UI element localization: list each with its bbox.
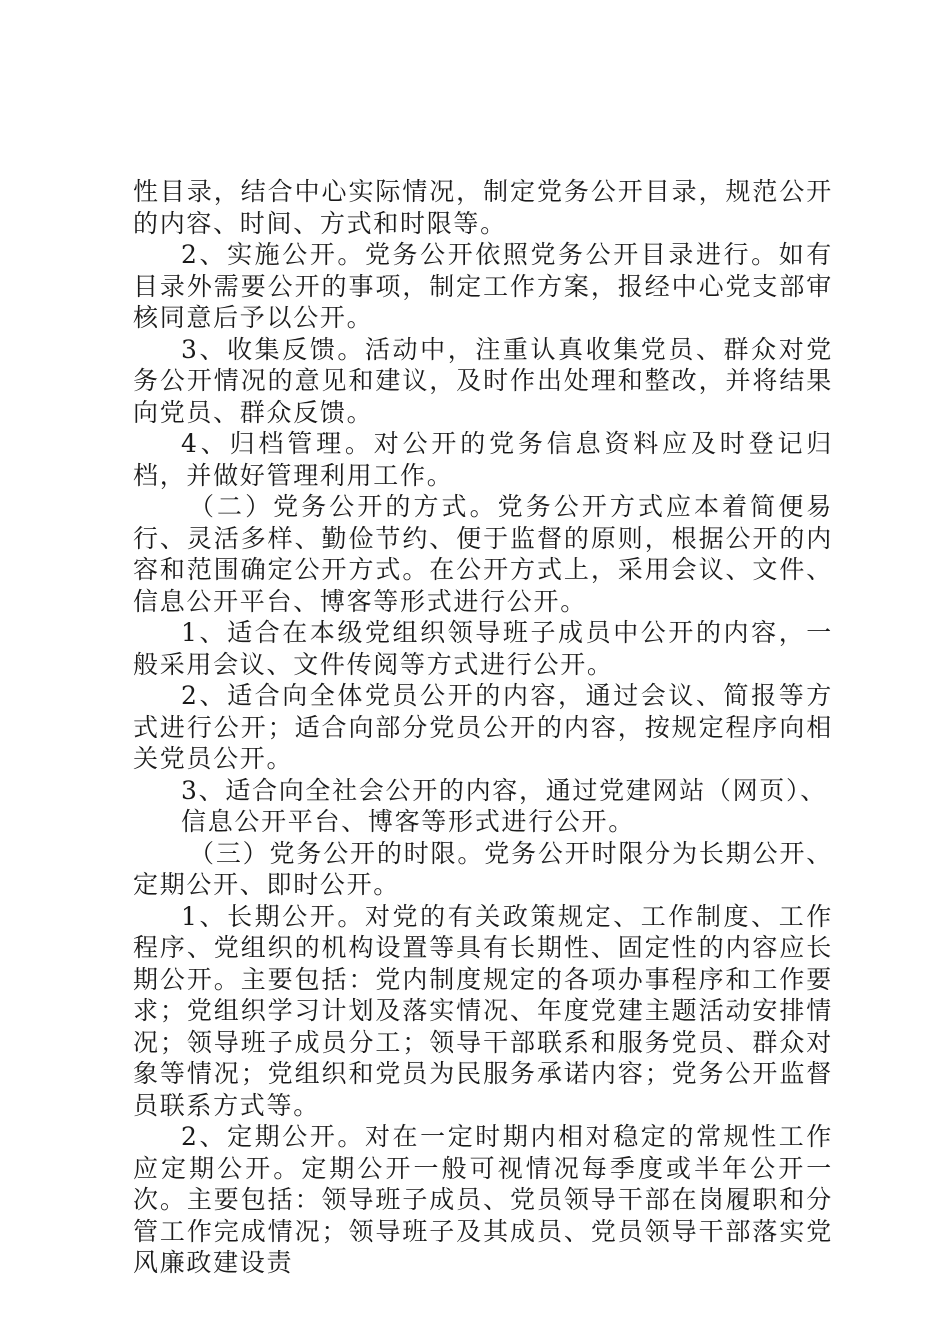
paragraph-continuation-catalog: 性目录，结合中心实际情况，制定党务公开目录，规范公开的内容、时间、方式和时限等。 [133, 177, 833, 238]
paragraph-implement-disclosure: 2、实施公开。党务公开依照党务公开目录进行。如有目录外需要公开的事项，制定工作方案，报经中心党支部审核同意后予以公开。 [133, 240, 833, 332]
paragraph-section-three-time-limits: （三）党务公开的时限。党务公开时限分为长期公开、定期公开、即时公开。 [133, 838, 833, 899]
paragraph-section-two-methods: （二）党务公开的方式。党务公开方式应本着简便易行、灵活多样、勤俭节约、便于监督的原则，根据公开的内容和范围确定公开方式。在公开方式上，采用会议、文件、信息公开平台、博客等形式进行公开。 [133, 492, 833, 616]
paragraph-method-one: 1、适合在本级党组织领导班子成员中公开的内容，一般采用会议、文件传阅等方式进行公开。 [133, 618, 833, 679]
paragraph-method-two: 2、适合向全体党员公开的内容，通过会议、简报等方式进行公开；适合向部分党员公开的内容，按规定程序向相关党员公开。 [133, 681, 833, 773]
paragraph-method-three-continued: 信息公开平台、博客等形式进行公开。 [181, 807, 635, 836]
paragraph-long-term-disclosure: 1、长期公开。对党的有关政策规定、工作制度、工作程序、党组织的机构设置等具有长期性、固定性的内容应长期公开。主要包括：党内制度规定的各项办事程序和工作要求；党组织学习计划及落实情况、年度党建主题活动安排情况；领导班子成员分工；领导干部联系和服务党员、群众对象等情况；党组织和党员为民服务承诺内容；党务公开监督员联系方式等。 [133, 901, 833, 1120]
paragraph-method-three: 3、适合向全社会公开的内容，通过党建网站（网页）、 [181, 775, 827, 805]
document-body [133, 176, 833, 1279]
paragraph-collect-feedback: 3、收集反馈。活动中，注重认真收集党员、群众对党务公开情况的意见和建议，及时作出处理和整改，并将结果向党员、群众反馈。 [133, 334, 833, 427]
paragraph-periodic-disclosure: 2、定期公开。对在一定时期内相对稳定的常规性工作应定期公开。定期公开一般可视情况每季度或半年公开一次。主要包括：领导班子成员、党员领导干部在岗履职和分管工作完成情况；领导班子及其成员、党员领导干部落实党风廉政建设责 [133, 1122, 833, 1277]
paragraph-archive-management: 4、归档管理。对公开的党务信息资料应及时登记归档，并做好管理利用工作。 [133, 429, 833, 490]
